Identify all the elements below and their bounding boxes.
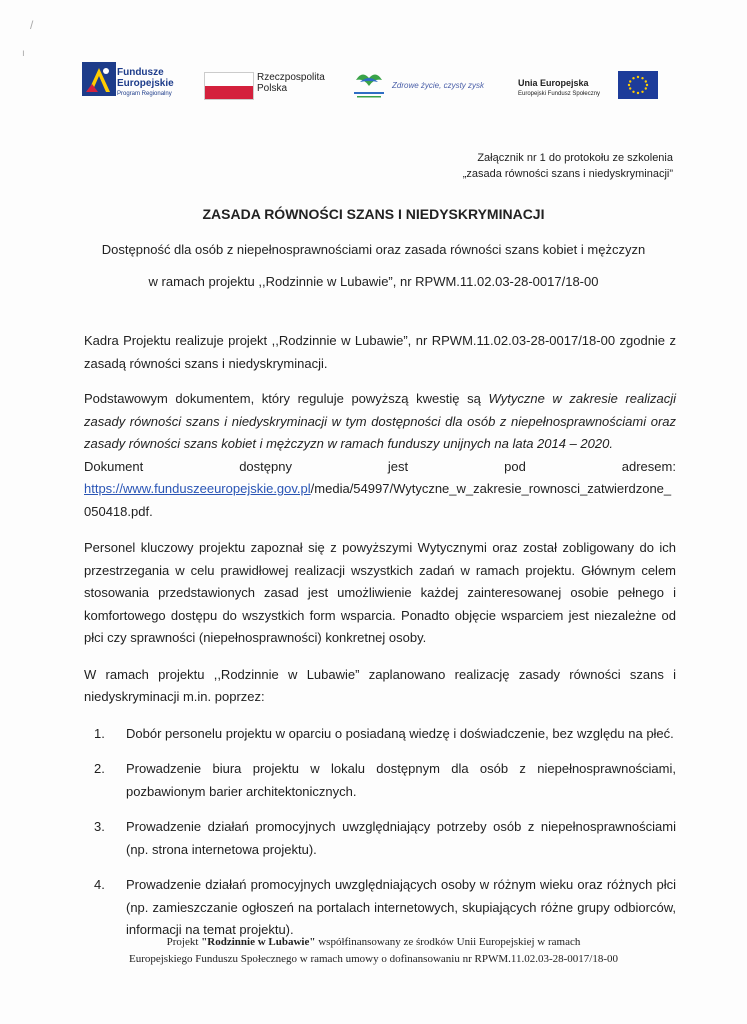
paragraph-3: Personel kluczowy projektu zapoznał się z powyższymi Wytycznymi oraz został zobligowany do ich przestrzegania w celu prawidłowej realizacji wszystkich zadań w ramach projektu. Głównym celem stosowania przedstawionych zasad jest umożliwienie każdej zainteresowanej osobie pełnego i komfortowego dostępu do wszystkich form wsparcia. Ponadto objęcie wsparciem jest niezależne od płci czy sprawności (niepełnosprawności) konkretnej osoby. (84, 540, 676, 645)
warmia-mazury-icon (352, 68, 386, 100)
fe-logo-line2: Europejskie (117, 78, 174, 89)
list-item (94, 723, 676, 746)
list-item-number: 3. (94, 819, 105, 834)
unia-europejska-logo (518, 58, 672, 106)
list-item-number: 1. (94, 725, 105, 741)
document-path: /media/54997/Wytyczne_w_zakresie_rownosci_zatwierdzone_050418.pdf. (84, 481, 672, 519)
list-item-text: Prowadzenie biura projektu w lokalu dostępnym dla osób z niepełnosprawnościami, pozbawionym barier architektonicznych. (126, 761, 676, 799)
annex-line1: Załącznik nr 1 do protokołu ze szkolenia (477, 152, 673, 164)
annex-line2: „zasada równości szans i niedyskryminacji” (462, 168, 673, 180)
list-item-text: Prowadzenie działań promocyjnych uwzględniający potrzeby osób z niepełnosprawnościami (np. strona internetowa projektu). (126, 819, 676, 857)
doc-word-4: pod (504, 458, 526, 474)
rp-logo-line2: Polska (257, 83, 288, 94)
page-footer (0, 934, 747, 968)
document-address-row (84, 456, 676, 479)
list-item-number: 2. (94, 761, 105, 776)
fundusze-europejskie-logo (80, 58, 180, 106)
logo-bar (80, 58, 670, 106)
warmia-mazury-logo (352, 58, 502, 106)
annex-note (463, 150, 673, 182)
document-subtitle-line1: Dostępność dla osób z niepełnosprawnościami oraz zasada równości szans kobiet i mężczyzn (101, 242, 646, 257)
ue-logo-line1: Unia Europejska (518, 78, 589, 88)
list-item-text: Dobór personelu projektu w oparciu o posiadaną wiedzę i doświadczenie, bez względu na płeć. (126, 725, 674, 741)
polish-flag-icon (204, 72, 254, 100)
doc-word-3: jest (387, 458, 409, 474)
paragraph-4: W ramach projektu ,,Rodzinnie w Lubawie” zaplanowano realizację zasady równości szans i niedyskryminacji m.in. poprzez: (84, 666, 676, 704)
fundusze-europejskie-icon (82, 62, 116, 96)
document-subtitle-line2: w ramach projektu ,,Rodzinnie w Lubawie”, nr RPWM.11.02.03-28-0017/18-00 (148, 274, 599, 289)
rzeczpospolita-logo (204, 58, 334, 106)
footer-prefix: Projekt (166, 936, 202, 948)
paragraph-2-italic: Wytyczne w zakresie realizacji zasady równości szans i niedyskryminacji w tym dostępności dla osób z niepełnosprawnościami oraz zasady równości szans kobiet i mężczyzn w ramach funduszy unijnych na lata 2014 – 2020. (84, 391, 677, 451)
fe-logo-line3: Program Regionalny (117, 91, 172, 97)
ue-logo-line2: Europejski Fundusz Społeczny (518, 91, 601, 97)
paragraph-1: Kadra Projektu realizuje projekt ,,Rodzinnie w Lubawie”, nr RPWM.11.02.03-28-0017/18-00 zgodnie z zasadą równości szans i niedyskryminacji. (84, 333, 676, 371)
eu-flag-icon (618, 71, 658, 99)
footer-project-name: "Rodzinnie w Lubawie" (201, 936, 316, 948)
fe-logo-line1: Fundusze (117, 67, 164, 78)
scan-mark: / (30, 18, 34, 32)
list-item (94, 758, 676, 803)
doc-word-2: dostępny (239, 458, 292, 474)
list-item (94, 874, 676, 942)
doc-word-1: Dokument (84, 458, 144, 474)
footer-line2: Europejskiego Funduszu Społecznego w ramach umowy o dofinansowaniu nr RPWM.11.02.03-28-0017/18-00 (128, 953, 619, 965)
funduszeeuropejskie-link[interactable]: https://www.funduszeeuropejskie.gov.pl (84, 481, 311, 496)
document-body (84, 330, 676, 955)
measures-list (84, 723, 676, 942)
document-title: ZASADA RÓWNOŚCI SZANS I NIEDYSKRYMINACJI (202, 206, 545, 222)
footer-suffix: współfinansowany ze środków Unii Europejskiej w ramach (315, 936, 581, 948)
scan-mark: ı (22, 48, 25, 59)
footer-line1 (0, 934, 747, 951)
paragraph-2-start: Podstawowym dokumentem, który reguluje powyższą kwestię są (84, 391, 489, 406)
doc-word-5: adresem: (621, 458, 676, 474)
list-item-number: 4. (94, 877, 105, 892)
rp-logo-line1: Rzeczpospolita (257, 72, 325, 83)
wm-slogan: Zdrowe życie, czysty zysk (392, 81, 485, 90)
document-link-paragraph (84, 478, 676, 523)
paragraph-2 (84, 388, 676, 456)
list-item-text: Prowadzenie działań promocyjnych uwzględniających osoby w różnym wieku oraz różnych płci (np. zamieszczanie ogłoszeń na portalach internetowych, skupiających różne grupy odbiorców, informacji na temat projektu). (126, 877, 676, 937)
list-item (94, 816, 676, 861)
